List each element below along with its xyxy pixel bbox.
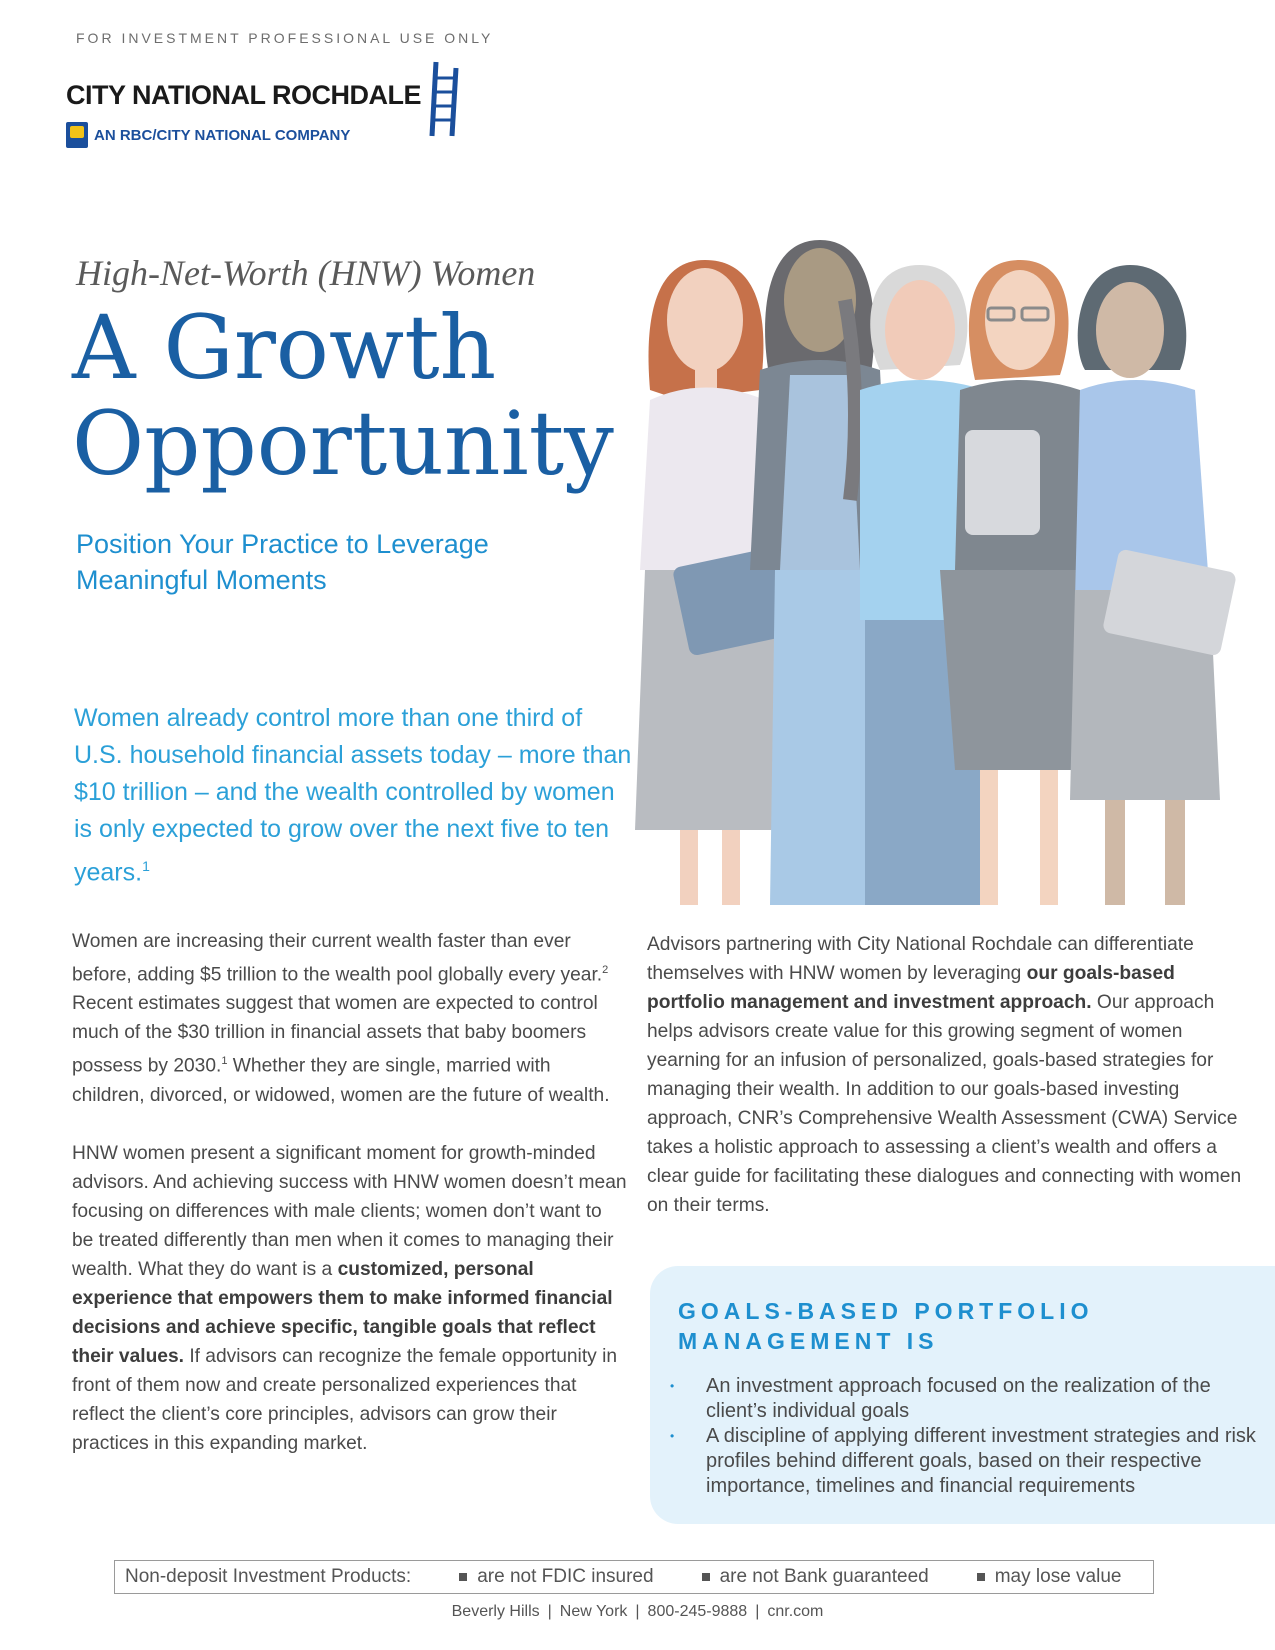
disclaimer-item-text: may lose value: [994, 1566, 1122, 1587]
ladder-logo-icon: [426, 60, 462, 138]
disclaimer-item: [702, 1566, 929, 1588]
footer-separator: |: [547, 1603, 552, 1620]
company-logo: [66, 80, 421, 111]
callout-title-line2: MANAGEMENT IS: [678, 1328, 939, 1354]
callout-list: [670, 1374, 1260, 1499]
disclaimer-item: [977, 1566, 1122, 1588]
intro-text: Women already control more than one third of U.S. household financial assets today – more than $10 trillion – and the wealth controlled by women is only expected to grow over the next five to ten years.: [74, 704, 632, 887]
callout-title-line1: GOALS-BASED PORTFOLIO: [678, 1298, 1094, 1324]
hero-title-line1: A Growth: [72, 296, 497, 399]
logo-wordmark: CITY NATIONAL ROCHDALE: [66, 80, 422, 110]
callout-item: • A discipline of applying different investment strategies and risk profiles behind different goals, based on their respective importance, timelines and financial requirements: [670, 1424, 1260, 1499]
left-paragraph-1: [72, 927, 627, 1110]
footer-location: New York: [559, 1603, 628, 1620]
women-illustration: [610, 240, 1275, 905]
left-p2-text-b: If advisors can recognize the female opportunity in front of them now and create personalized experiences that reflect the client’s core principles, advisors can grow their practices in this expanding market.: [72, 1345, 618, 1454]
square-bullet-icon: [702, 1573, 710, 1581]
square-bullet-icon: [459, 1573, 467, 1581]
right-p1-bold: our goals-based portfolio management and investment approach.: [647, 963, 1175, 1013]
disclaimer-bar: [114, 1560, 1154, 1594]
audience-note: FOR INVESTMENT PROFESSIONAL USE ONLY: [76, 30, 494, 46]
disclaimer-item: [459, 1566, 653, 1588]
footer-phone: 800-245-9888: [647, 1603, 748, 1620]
right-paragraph-1: [647, 930, 1247, 1220]
left-paragraph-2: [72, 1139, 627, 1458]
left-p1-text-a: Women are increasing their current wealth faster than ever before, adding $5 trillion to the wealth pool globally every year.: [72, 931, 603, 986]
right-p1-text-b: Our approach helps advisors create value for this growing segment of women yearning for an infusion of personalized, goals-based strategies for managing their wealth. In addition to our goals-based investing approach, CNR’s Comprehensive Wealth Assessment (CWA) Service takes a holistic approach to assessing a client’s wealth and offers a clear guide for facilitating these dialogues and connecting with women on their terms.: [647, 992, 1242, 1216]
hero-kicker: High-Net-Worth (HNW) Women: [76, 253, 536, 293]
square-bullet-icon: [977, 1573, 985, 1581]
hero-subtitle-line1: Position Your Practice to Leverage: [76, 529, 489, 559]
footer-website-link[interactable]: cnr.com: [767, 1603, 824, 1620]
hero-subtitle-line2: Meaningful Moments: [76, 565, 327, 595]
intro-statement: [74, 700, 634, 891]
disclaimer-item-text: are not Bank guaranteed: [719, 1566, 929, 1587]
intro-footnote: 1: [142, 858, 150, 874]
left-p1-text-b: Recent estimates suggest that women are expected to control much of the $30 trillion in financial assets that baby boomers possess by 2030.: [72, 993, 598, 1077]
callout-item: • An investment approach focused on the realization of the client’s individual goals: [670, 1374, 1260, 1424]
hero-title: [72, 296, 692, 495]
disclaimer-item-text: are not FDIC insured: [477, 1566, 654, 1587]
left-p1-footnote-1: 2: [602, 964, 609, 976]
hero-title-line2: Opportunity: [72, 392, 614, 495]
hero-subtitle: [76, 526, 596, 598]
logo-tagline-text: AN RBC/CITY NATIONAL COMPANY: [94, 126, 351, 144]
left-p2-bold: customized, personal experience that empowers them to make informed financial decisions and achieve specific, tangible goals that reflect their values.: [72, 1258, 613, 1367]
woman-5-figure: [1070, 265, 1237, 905]
footer-separator: |: [635, 1603, 640, 1620]
rbc-shield-icon: [66, 122, 88, 148]
left-p1-footnote-2: 1: [221, 1055, 228, 1068]
left-column: [72, 927, 627, 1487]
footer-location: Beverly Hills: [451, 1603, 540, 1620]
disclaimer-label: Non-deposit Investment Products:: [125, 1566, 412, 1587]
footer-contact: [0, 1603, 1275, 1621]
right-p1-text-a: Advisors partnering with City National Rochdale can differentiate themselves with HNW women by leveraging: [647, 934, 1194, 984]
right-column: [647, 930, 1247, 1249]
left-p1-text-c: Whether they are single, married with children, divorced, or widowed, women are the future of wealth.: [72, 1055, 610, 1106]
callout-title: [678, 1296, 1198, 1356]
left-p2-text-a: HNW women present a significant moment for growth-minded advisors. And achieving success with HNW women doesn’t mean focusing on differences with male clients; women don’t want to be treated differently than men when it comes to managing their wealth. What they do want is a: [72, 1142, 627, 1280]
footer-separator: |: [755, 1603, 760, 1620]
logo-tagline: [66, 122, 350, 148]
